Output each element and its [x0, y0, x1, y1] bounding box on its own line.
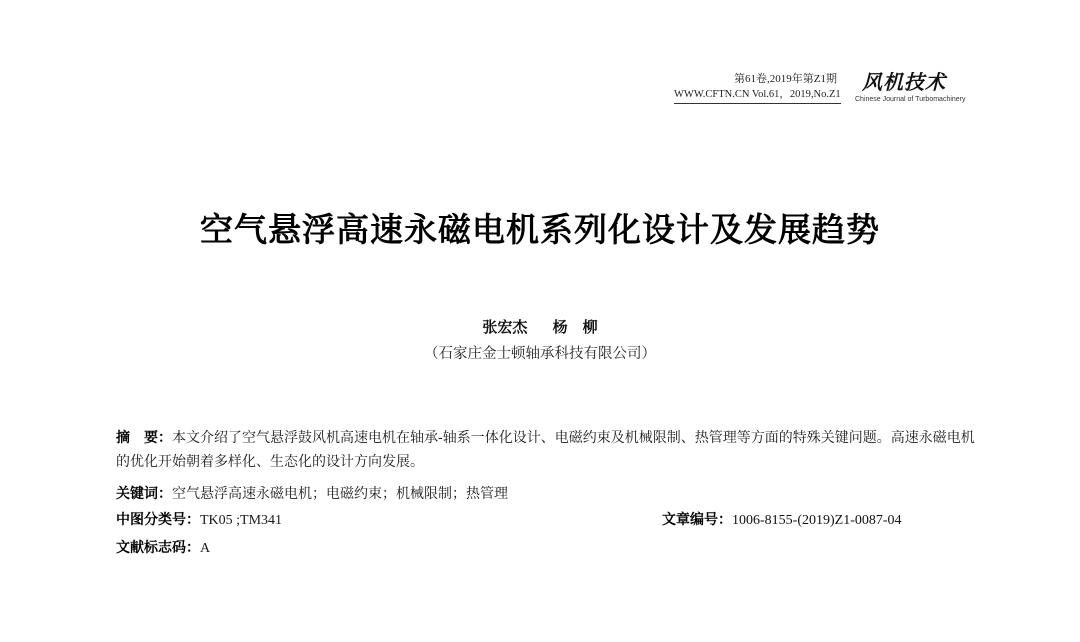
abstract — [116, 426, 976, 474]
classification-label: 中图分类号： — [116, 512, 200, 528]
document-code — [116, 536, 976, 561]
document-code-label: 文献标志码： — [116, 540, 200, 556]
keywords-text: 空气悬浮高速永磁电机；电磁约束；机械限制；热管理 — [172, 486, 508, 502]
abstract-label: 摘 要： — [116, 430, 172, 446]
article-number-value: 1006-8155-(2019)Z1-0087-04 — [732, 513, 902, 528]
classification-value: TK05 ;TM341 — [200, 513, 283, 528]
journal-header — [672, 66, 972, 110]
article-number-label: 文章编号： — [662, 512, 732, 528]
journal-logo: 风机技术 — [862, 70, 946, 94]
author-1: 张宏杰 — [482, 318, 528, 336]
author-2: 杨 柳 — [552, 318, 598, 336]
journal-site-line: WWW.CFTN.CN Vol.61，2019,No.Z1 — [674, 86, 841, 104]
document-code-value: A — [200, 541, 211, 556]
journal-english-name: Chinese Journal of Turbomachinery — [855, 96, 966, 103]
article-number — [662, 508, 902, 533]
keywords — [116, 482, 976, 506]
journal-issue: 第61卷,2019年第Z1期 — [734, 73, 837, 85]
paper-title: 空气悬浮高速永磁电机系列化设计及发展趋势 — [200, 210, 880, 249]
keywords-label: 关键词： — [116, 486, 172, 502]
author-list — [0, 316, 1080, 337]
abstract-text: 本文介绍了空气悬浮鼓风机高速电机在轴承-轴系一体化设计、电磁约束及机械限制、热管理等方面的特殊关键问题。高速永磁电机的优化开始朝着多样化、生态化的设计方向发展。 — [116, 430, 975, 470]
affiliation: （石家庄金士顿轴承科技有限公司） — [424, 346, 656, 362]
